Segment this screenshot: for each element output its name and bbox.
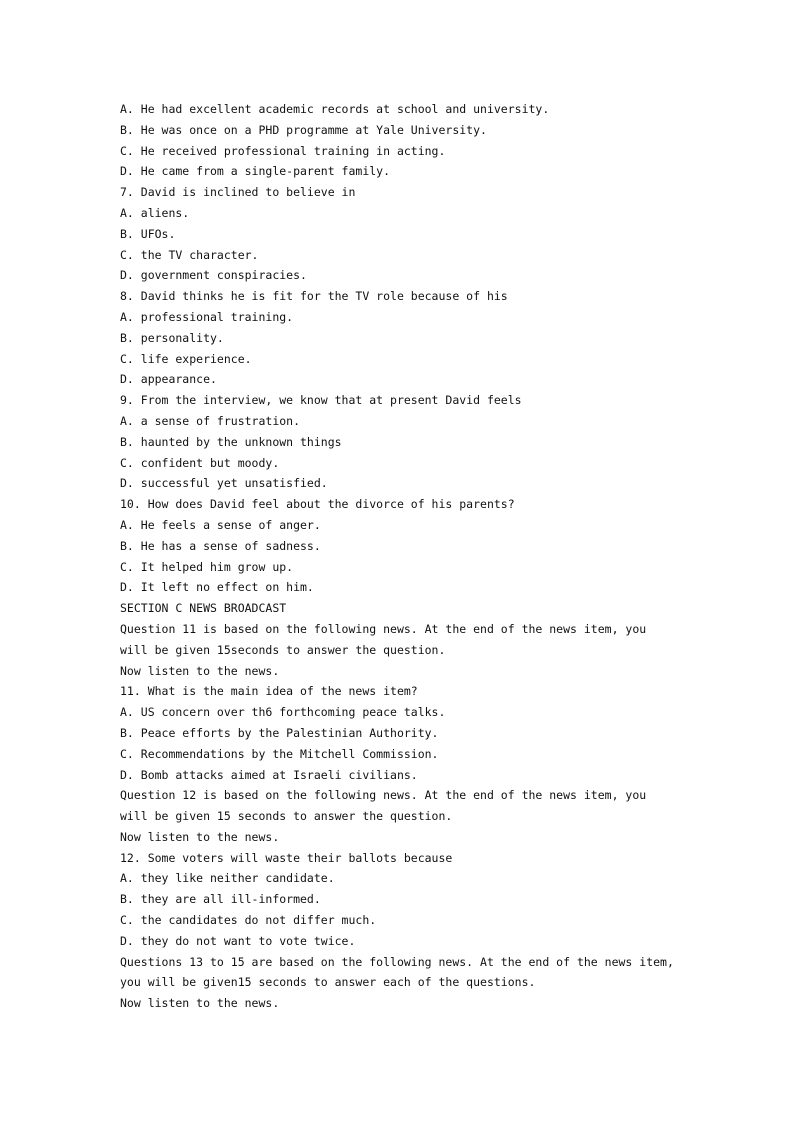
question-line: 10. How does David feel about the divorce of his parents? xyxy=(120,497,515,512)
option-line: C. the TV character. xyxy=(120,247,259,262)
instruction-line: Questions 13 to 15 are based on the following news. At the end of the news item, xyxy=(120,954,674,969)
option-line: C. It helped him grow up. xyxy=(120,559,294,574)
instruction-line: Now listen to the news. xyxy=(120,996,280,1011)
instruction-line: Question 12 is based on the following news. At the end of the news item, you xyxy=(120,788,647,803)
section-heading: SECTION C NEWS BROADCAST xyxy=(120,601,287,616)
option-line: B. Peace efforts by the Palestinian Authority. xyxy=(120,725,439,740)
question-line: 9. From the interview, we know that at present David feels xyxy=(120,393,522,408)
option-line: A. He feels a sense of anger. xyxy=(120,517,321,532)
question-line: 8. David thinks he is fit for the TV role because of his xyxy=(120,289,508,304)
option-line: B. UFOs. xyxy=(120,226,176,241)
question-line: 12. Some voters will waste their ballots because xyxy=(120,850,453,865)
option-line: A. a sense of frustration. xyxy=(120,413,301,428)
instruction-line: will be given 15seconds to answer the question. xyxy=(120,642,446,657)
option-line: D. Bomb attacks aimed at Israeli civilians. xyxy=(120,767,418,782)
option-line: D. successful yet unsatisfied. xyxy=(120,476,328,491)
instruction-line: you will be given15 seconds to answer each of the questions. xyxy=(120,975,536,990)
option-line: D. It left no effect on him. xyxy=(120,580,314,595)
option-line: D. appearance. xyxy=(120,372,217,387)
option-line: D. they do not want to vote twice. xyxy=(120,933,356,948)
option-line: D. government conspiracies. xyxy=(120,268,307,283)
option-line: B. personality. xyxy=(120,330,224,345)
option-line: C. the candidates do not differ much. xyxy=(120,913,377,928)
instruction-line: Now listen to the news. xyxy=(120,829,280,844)
option-line: C. confident but moody. xyxy=(120,455,280,470)
option-line: A. they like neither candidate. xyxy=(120,871,335,886)
instruction-line: will be given 15 seconds to answer the question. xyxy=(120,809,453,824)
option-line: B. He has a sense of sadness. xyxy=(120,538,321,553)
option-line: A. He had excellent academic records at school and university. xyxy=(120,102,550,116)
option-line: B. He was once on a PHD programme at Yale University. xyxy=(120,122,487,137)
option-line: B. they are all ill-informed. xyxy=(120,892,321,907)
option-line: A. aliens. xyxy=(120,205,190,220)
option-line: C. life experience. xyxy=(120,351,252,366)
instruction-line: Question 11 is based on the following news. At the end of the news item, you xyxy=(120,621,647,636)
page-text xyxy=(120,99,690,1014)
option-line: A. professional training. xyxy=(120,309,294,324)
question-line: 11. What is the main idea of the news item? xyxy=(120,684,418,699)
option-line: A. US concern over th6 forthcoming peace talks. xyxy=(120,705,446,720)
option-line: C. He received professional training in acting. xyxy=(120,143,446,158)
option-line: D. He came from a single-parent family. xyxy=(120,164,391,179)
question-line: 7. David is inclined to believe in xyxy=(120,185,356,200)
instruction-line: Now listen to the news. xyxy=(120,663,280,678)
option-line: B. haunted by the unknown things xyxy=(120,434,342,449)
option-line: C. Recommendations by the Mitchell Commission. xyxy=(120,746,439,761)
